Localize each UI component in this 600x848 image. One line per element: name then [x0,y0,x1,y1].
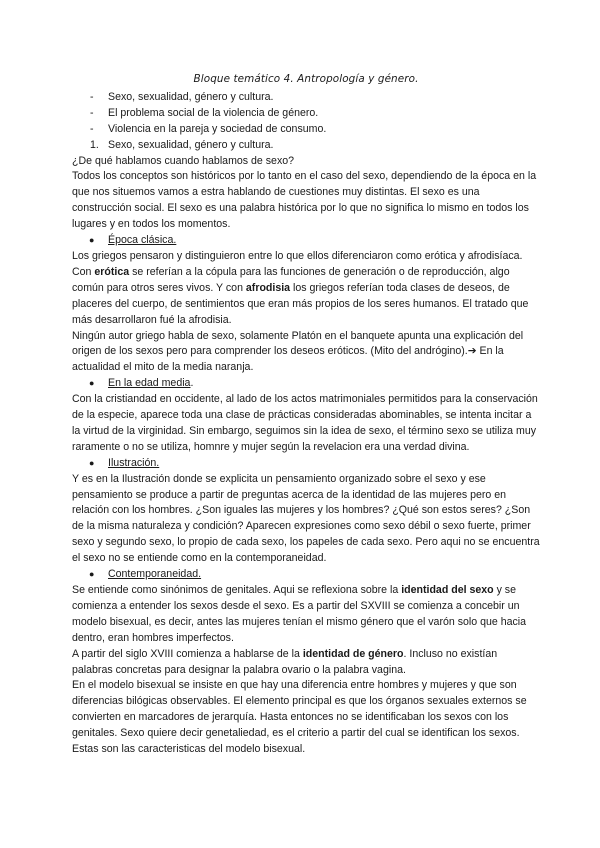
bold-term: erótica [94,265,130,278]
bold-term: identidad de género [302,647,404,660]
subheading-media [72,376,540,392]
intro-question: ¿De qué hablamos cuando hablamos de sexo? [72,154,295,167]
bold-term: afrodisia [245,281,291,294]
section-heading [72,138,540,154]
bullet-icon: ● [89,235,95,246]
subheading-ilustracion [72,456,540,472]
text-run: A partir del siglo XVIII comienza a hablarse de la [72,647,303,660]
topic-item: - Violencia en la pareja y sociedad de consumo. [72,122,540,138]
contemporaneidad-paragraph-3: En el modelo bisexual se insiste en que hay una diferencia entre hombres y mujeres y que son diferencias bilógicas observables. El elemento principal es que los órganos sexuales externos se convierten en marcadores de jerarquía. Hasta entonces no se identificaban los sexos con los genitales. Sexo quiere decir genetaliedad, es el criterio a partir del cual se identifican los sexos. [72,679,527,740]
bullet-icon: ● [89,378,95,389]
media-paragraph-1: Con la cristiandad en occidente, al lado de los actos matrimoniales permitidos para la conservación de la especie, aparece toda una clase de prácticas consideradas abominables, se intenta incitar a la virtud de la virginidad. Sin embargo, seguimos sin la idea de sexo, el término sexo se utiliza muy raramente o no se utiliza, homnre y mujer según la revelacion era una verdad divina. [72,393,538,453]
section-number: 1. [90,138,99,151]
subheading-text: Ilustración. [108,456,160,469]
intro-paragraph: Todos los conceptos son históricos por lo tanto en el caso del sexo, dependiendo de la época en la que nos situemos vamos a estra hablando de cuestiones muy distintas. El sexo es una construcción social. El sexo es una palabra histórica por lo que no significa lo mismo en todos los lugares y en todos los momentos. [72,170,537,231]
subheading-text: Época clásica. [108,234,177,247]
page-title [72,72,540,88]
text-run: Los griegos pensaron y distinguieron entre lo que ellos diferenciaron como erótica y afrodisíaca. Con [72,249,523,278]
text-run: los griegos referían toda clases de deseos, de placeres del cuerpo, de sentimientos que eran más propios de los seres humanos. El tratado que más desarrollaron fué la afrodisia. [72,281,529,326]
subheading-clasica [72,233,540,249]
section-title: Sexo, sexualidad, género y cultura. [108,138,274,151]
page-title-part2: Antropología y género. [297,73,419,85]
bold-term: identidad del sexo [401,584,494,596]
subheading-text: Contemporaneidad. [108,568,202,581]
clasica-paragraph-2: Ningún autor griego habla de sexo, solamente Platón en el banquete apunta una explicación del origen de los sexos pero para comprender los deseos eróticos. (Mito del andrógino).➔ En la actualidad el mito de la media naranja. [72,329,524,374]
topic-list [72,90,540,138]
text-run: Se entiende como sinónimos de genitales. Aqui se reflexiona sobre la [72,584,402,596]
text-run: y se comienza a entender los sexos desde el sexo. Es a partir del SXVIII se comienza a concebir un modelo bisexual, es decir, antes las mujeres tenían el mismo género que el varón solo que hacia dentro, eran hombres imperfectos. [72,584,527,644]
topic-item: - Sexo, sexualidad, género y cultura. [72,90,540,106]
contemporaneidad-paragraph-4: Estas son las caracteristicas del modelo bisexual. [72,743,306,756]
contemporaneidad-paragraph-2 [72,647,540,679]
clasica-paragraph-1 [72,249,540,329]
bullet-icon: ● [89,457,95,468]
text-run: . Incluso no existían palabras concretas para designar la palabra ovario o la palabra vagina. [72,647,498,676]
bullet-icon: ● [89,569,95,580]
subheading-text: En la edad media [108,377,191,390]
ilustracion-paragraph-1: Y es en la Ilustración donde se explicita un pensamiento organizado sobre el sexo y ese pensamiento se produce a partir de preguntas acerca de la identidad de las mujeres pero en relación con los hombres. ¿Son iguales las mujeres y los hombres? ¿Qué son estos seres? ¿Son de la misma naturaleza y condición? Aparecen expresiones como sexo débil o sexo fuerte, primer sexo y segundo sexo, lo propio de cada sexo, los papeles de cada sexo. Pero aqui no se encuentra el sexo no se entiende como en la contemporaneidad. [72,472,540,565]
topic-item: - El problema social de la violencia de género. [72,106,540,122]
text-run: se referían a la cópula para las funciones de generación o de reproducción, algo común para otros seres vivos. Y con [72,265,510,294]
contemporaneidad-paragraph-1 [72,583,540,647]
subheading-contemporaneidad [72,567,540,583]
page-title-part1: Bloque temático 4. [193,73,298,85]
subheading-punct: . [190,377,194,390]
